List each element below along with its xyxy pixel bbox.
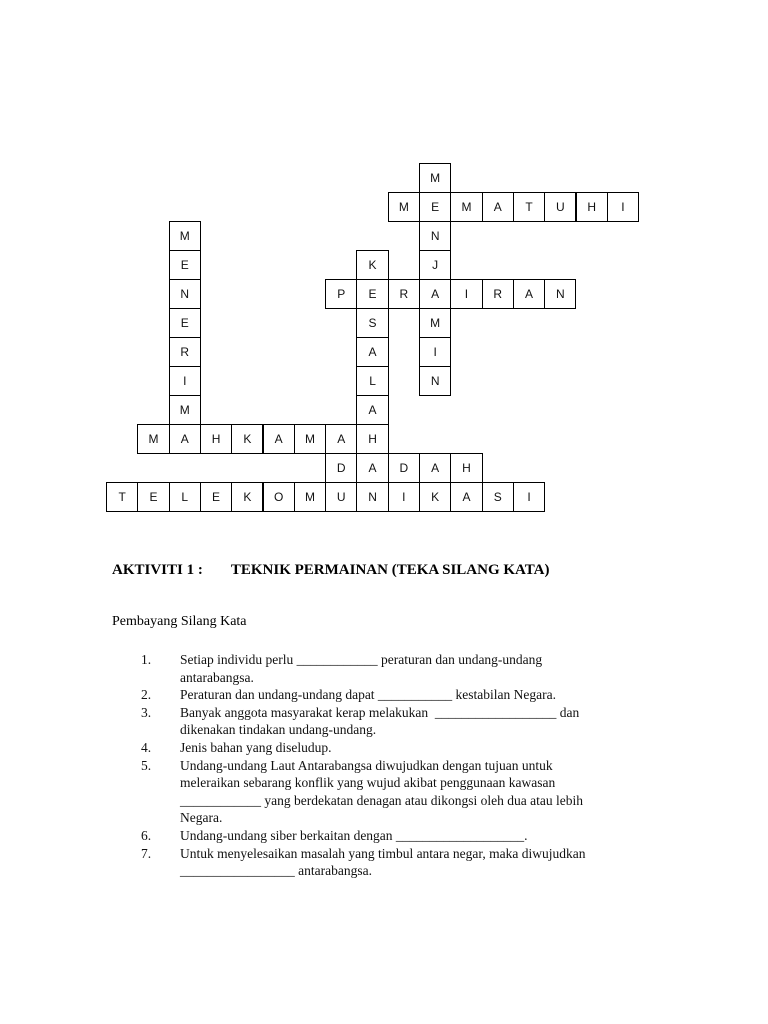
- crossword-cell: T: [513, 192, 545, 222]
- crossword-cell: E: [169, 250, 201, 280]
- clue-number: 1.: [140, 652, 152, 667]
- clue-line: antarabangsa.: [180, 669, 254, 685]
- crossword-cell: N: [419, 366, 451, 396]
- crossword-cell: L: [169, 482, 201, 512]
- clue-item: [112, 704, 652, 739]
- crossword-cell: N: [356, 482, 388, 512]
- clue-item: [112, 757, 652, 827]
- crossword-cell: I: [513, 482, 545, 512]
- clue-text: [180, 827, 652, 845]
- clue-item: [112, 739, 652, 757]
- crossword-cell: E: [356, 279, 388, 309]
- crossword-cell: A: [419, 279, 451, 309]
- crossword-cell: I: [607, 192, 639, 222]
- crossword-cell: H: [200, 424, 232, 454]
- clue-line: Undang-undang Laut Antarabangsa diwujudkan dengan tujuan untuk: [180, 757, 553, 773]
- clue-line: _________________ antarabangsa.: [180, 863, 372, 879]
- crossword-cell: M: [419, 308, 451, 338]
- clue-item: [112, 651, 652, 686]
- clue-item: [112, 686, 652, 704]
- clue-line: dikenakan tindakan undang-undang.: [180, 722, 377, 738]
- crossword-cell: D: [325, 453, 357, 483]
- crossword-cell: A: [169, 424, 201, 454]
- clue-text: [180, 757, 652, 827]
- crossword-cell: M: [137, 424, 169, 454]
- clue-text: [180, 686, 652, 704]
- clue-text: [180, 651, 652, 686]
- clue-line: Banyak anggota masyarakat kerap melakukan __________________ dan: [180, 704, 580, 720]
- crossword-cell: A: [482, 192, 514, 222]
- clue-text: [180, 845, 652, 880]
- crossword-cell: K: [419, 482, 451, 512]
- clue-number: 7.: [140, 845, 152, 861]
- crossword-cell: A: [419, 453, 451, 483]
- crossword-cell: L: [356, 366, 388, 396]
- crossword-cell: J: [419, 250, 451, 280]
- crossword-cell: N: [419, 221, 451, 251]
- crossword-cell: H: [576, 192, 608, 222]
- clue-item: [112, 827, 652, 845]
- crossword-cell: M: [419, 163, 451, 193]
- crossword-cell: A: [325, 424, 357, 454]
- clue-item: [112, 845, 652, 880]
- clue-text: [180, 704, 652, 739]
- crossword-cell: E: [169, 308, 201, 338]
- crossword-cell: T: [106, 482, 138, 512]
- crossword-cell: K: [356, 250, 388, 280]
- clue-line: meleraikan sebarang konflik yang wujud akibat penggunaan kawasan: [180, 775, 556, 791]
- clue-number: 2.: [140, 687, 152, 703]
- crossword-cell: R: [169, 337, 201, 367]
- crossword-cell: I: [419, 337, 451, 367]
- crossword-cell: K: [231, 424, 263, 454]
- clue-line: ____________ yang berdekatan denagan atau dikongsi oleh dua atau lebih: [180, 792, 584, 808]
- crossword-cell: A: [513, 279, 545, 309]
- clue-number: 4.: [140, 739, 152, 755]
- crossword-cell: A: [356, 453, 388, 483]
- clue-list: [112, 651, 652, 880]
- crossword-cell: H: [356, 424, 388, 454]
- clue-line: Setiap individu perlu ____________ peraturan dan undang-undang: [180, 652, 543, 667]
- crossword-cell: E: [419, 192, 451, 222]
- crossword-cell: M: [294, 424, 326, 454]
- crossword-cell: O: [263, 482, 295, 512]
- crossword-cell: S: [482, 482, 514, 512]
- clue-number: 5.: [140, 757, 152, 773]
- clue-line: Negara.: [180, 810, 223, 826]
- crossword-cell: R: [388, 279, 420, 309]
- crossword-cell: S: [356, 308, 388, 338]
- crossword-cell: A: [450, 482, 482, 512]
- crossword-cell: M: [294, 482, 326, 512]
- crossword-cell: E: [200, 482, 232, 512]
- crossword-cell: E: [137, 482, 169, 512]
- clue-line: Peraturan dan undang-undang dapat ___________ kestabilan Negara.: [180, 687, 557, 703]
- crossword-cell: A: [263, 424, 295, 454]
- crossword-cell: I: [169, 366, 201, 396]
- crossword-cell: M: [169, 221, 201, 251]
- clue-number: 3.: [140, 704, 152, 720]
- clues-heading: Pembayang Silang Kata: [112, 614, 247, 629]
- crossword-cell: M: [169, 395, 201, 425]
- crossword-cell: M: [450, 192, 482, 222]
- crossword-cell: U: [544, 192, 576, 222]
- crossword-cell: N: [169, 279, 201, 309]
- clue-line: Jenis bahan yang diseludup.: [180, 739, 332, 755]
- activity-heading: [112, 562, 550, 579]
- crossword-cell: D: [388, 453, 420, 483]
- crossword-cell: I: [450, 279, 482, 309]
- activity-label: AKTIVITI 1 :: [112, 562, 203, 578]
- crossword-cell: N: [544, 279, 576, 309]
- clue-number: 6.: [140, 827, 152, 843]
- crossword-cell: A: [356, 395, 388, 425]
- clue-line: Undang-undang siber berkaitan dengan ___________________.: [180, 827, 528, 843]
- crossword-cell: R: [482, 279, 514, 309]
- crossword-cell: K: [231, 482, 263, 512]
- crossword-cell: H: [450, 453, 482, 483]
- clue-line: Untuk menyelesaikan masalah yang timbul antara negar, maka diwujudkan: [180, 845, 586, 861]
- crossword-cell: M: [388, 192, 420, 222]
- activity-title: TEKNIK PERMAINAN (TEKA SILANG KATA): [230, 562, 550, 578]
- crossword-cell: I: [388, 482, 420, 512]
- crossword-cell: A: [356, 337, 388, 367]
- crossword-cell: U: [325, 482, 357, 512]
- crossword-cell: P: [325, 279, 357, 309]
- clue-text: [180, 739, 652, 757]
